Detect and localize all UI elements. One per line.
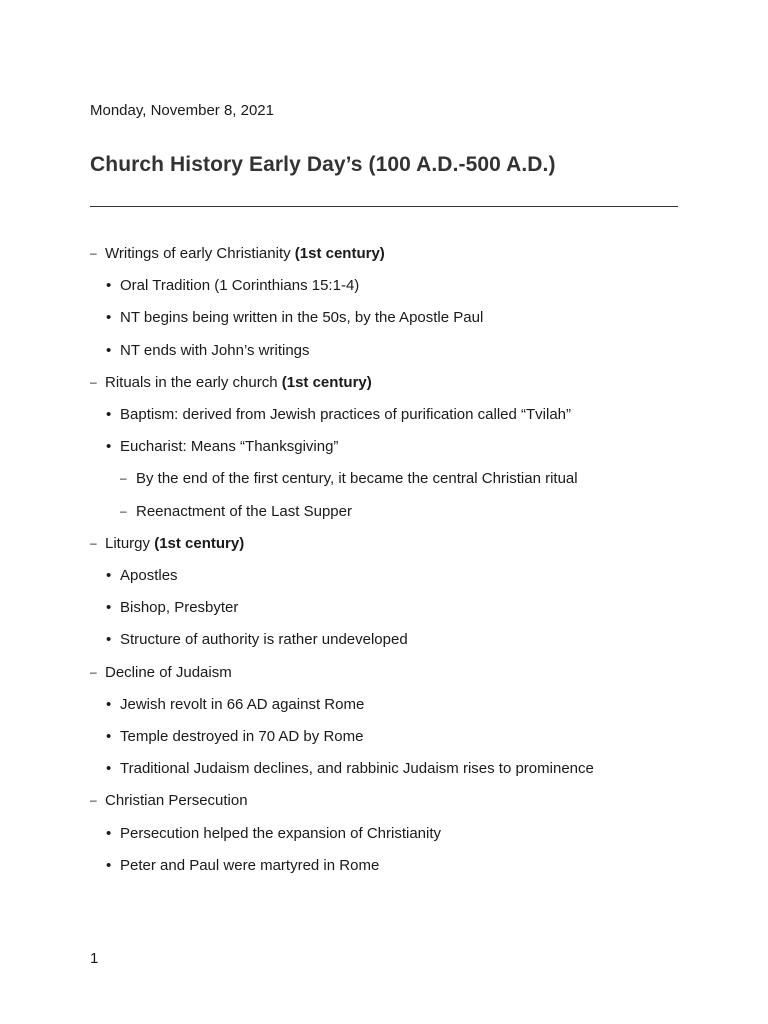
outline-item-level-1 bbox=[120, 277, 359, 295]
outline-item-level-1 bbox=[120, 696, 364, 714]
outline-item-level-1 bbox=[120, 342, 310, 360]
bullet-icon: • bbox=[106, 309, 112, 326]
outline-item-level-1 bbox=[120, 825, 441, 843]
outline-item-level-1 bbox=[120, 438, 338, 456]
bullet-icon: • bbox=[106, 825, 112, 842]
outline-item-level-0 bbox=[105, 792, 248, 810]
outline-item-text: Persecution helped the expansion of Christianity bbox=[120, 825, 442, 842]
dash-icon: – bbox=[90, 665, 97, 679]
outline-item-text: Writings of early Christianity bbox=[105, 245, 295, 262]
dash-icon: – bbox=[120, 504, 127, 518]
outline-item-text: Eucharist: Means “Thanksgiving” bbox=[120, 438, 339, 455]
bullet-icon: • bbox=[106, 406, 112, 423]
outline-item-level-0 bbox=[105, 374, 372, 392]
outline-item-level-1 bbox=[120, 760, 594, 778]
dash-icon: – bbox=[90, 246, 97, 260]
outline-item-level-1 bbox=[120, 406, 571, 424]
bullet-icon: • bbox=[106, 342, 112, 359]
outline-item-level-0 bbox=[105, 245, 385, 263]
outline-item-text: NT begins being written in the 50s, by the Apostle Paul bbox=[120, 309, 484, 326]
outline-item-level-0 bbox=[105, 664, 232, 682]
bullet-icon: • bbox=[106, 438, 112, 455]
outline-item-level-1 bbox=[120, 728, 363, 746]
outline-item-level-1 bbox=[120, 599, 238, 617]
outline-item-text: Jewish revolt in 66 AD against Rome bbox=[120, 696, 365, 713]
outline-item-text: Rituals in the early church bbox=[105, 374, 282, 391]
dash-icon: – bbox=[90, 375, 97, 389]
outline-item-level-1 bbox=[120, 631, 408, 649]
outline-item-text: Liturgy bbox=[105, 535, 155, 552]
outline-item-level-2 bbox=[136, 470, 578, 488]
outline-item-text: Reenactment of the Last Supper bbox=[136, 503, 352, 520]
bullet-icon: • bbox=[106, 599, 112, 616]
dash-icon: – bbox=[90, 536, 97, 550]
outline-item-text: Oral Tradition (1 Corinthians 15:1-4) bbox=[120, 277, 360, 294]
outline-item-text: Peter and Paul were martyred in Rome bbox=[120, 857, 380, 874]
outline-item-level-1 bbox=[120, 857, 379, 875]
bullet-icon: • bbox=[106, 760, 112, 777]
outline-item-text: By the end of the first century, it became the central Christian ritual bbox=[136, 470, 578, 487]
outline-item-level-1 bbox=[120, 567, 178, 585]
outline-item-text: Structure of authority is rather undeveloped bbox=[120, 631, 408, 648]
outline-item-text: Christian Persecution bbox=[105, 792, 248, 809]
bullet-icon: • bbox=[106, 696, 112, 713]
century-tag: (1st century) bbox=[294, 245, 385, 262]
outline-item-text: Traditional Judaism declines, and rabbinic Judaism rises to prominence bbox=[120, 760, 594, 777]
outline-item-text: Bishop, Presbyter bbox=[120, 599, 239, 616]
outline-item-text: Baptism: derived from Jewish practices of purification called “Tvilah” bbox=[120, 406, 572, 423]
bullet-icon: • bbox=[106, 631, 112, 648]
note-date: Monday, November 8, 2021 bbox=[90, 102, 274, 119]
outline-item-text: Decline of Judaism bbox=[105, 664, 232, 681]
outline-item-text: Apostles bbox=[120, 567, 178, 584]
outline-item-level-2 bbox=[136, 503, 352, 521]
bullet-icon: • bbox=[106, 567, 112, 584]
bullet-icon: • bbox=[106, 728, 112, 745]
century-tag: (1st century) bbox=[281, 374, 372, 391]
bullet-icon: • bbox=[106, 857, 112, 874]
title-divider bbox=[90, 206, 678, 207]
century-tag: (1st century) bbox=[154, 535, 245, 552]
outline-item-level-1 bbox=[120, 309, 483, 327]
outline-item-text: NT ends with John’s writings bbox=[120, 342, 310, 359]
outline-item-level-0 bbox=[105, 535, 244, 553]
page-title: Church History Early Day’s (100 A.D.-500 A.D.) bbox=[90, 153, 556, 176]
page-number: 1 bbox=[90, 950, 99, 967]
outline-item-text: Temple destroyed in 70 AD by Rome bbox=[120, 728, 364, 745]
dash-icon: – bbox=[120, 471, 127, 485]
bullet-icon: • bbox=[106, 277, 112, 294]
dash-icon: – bbox=[90, 793, 97, 807]
